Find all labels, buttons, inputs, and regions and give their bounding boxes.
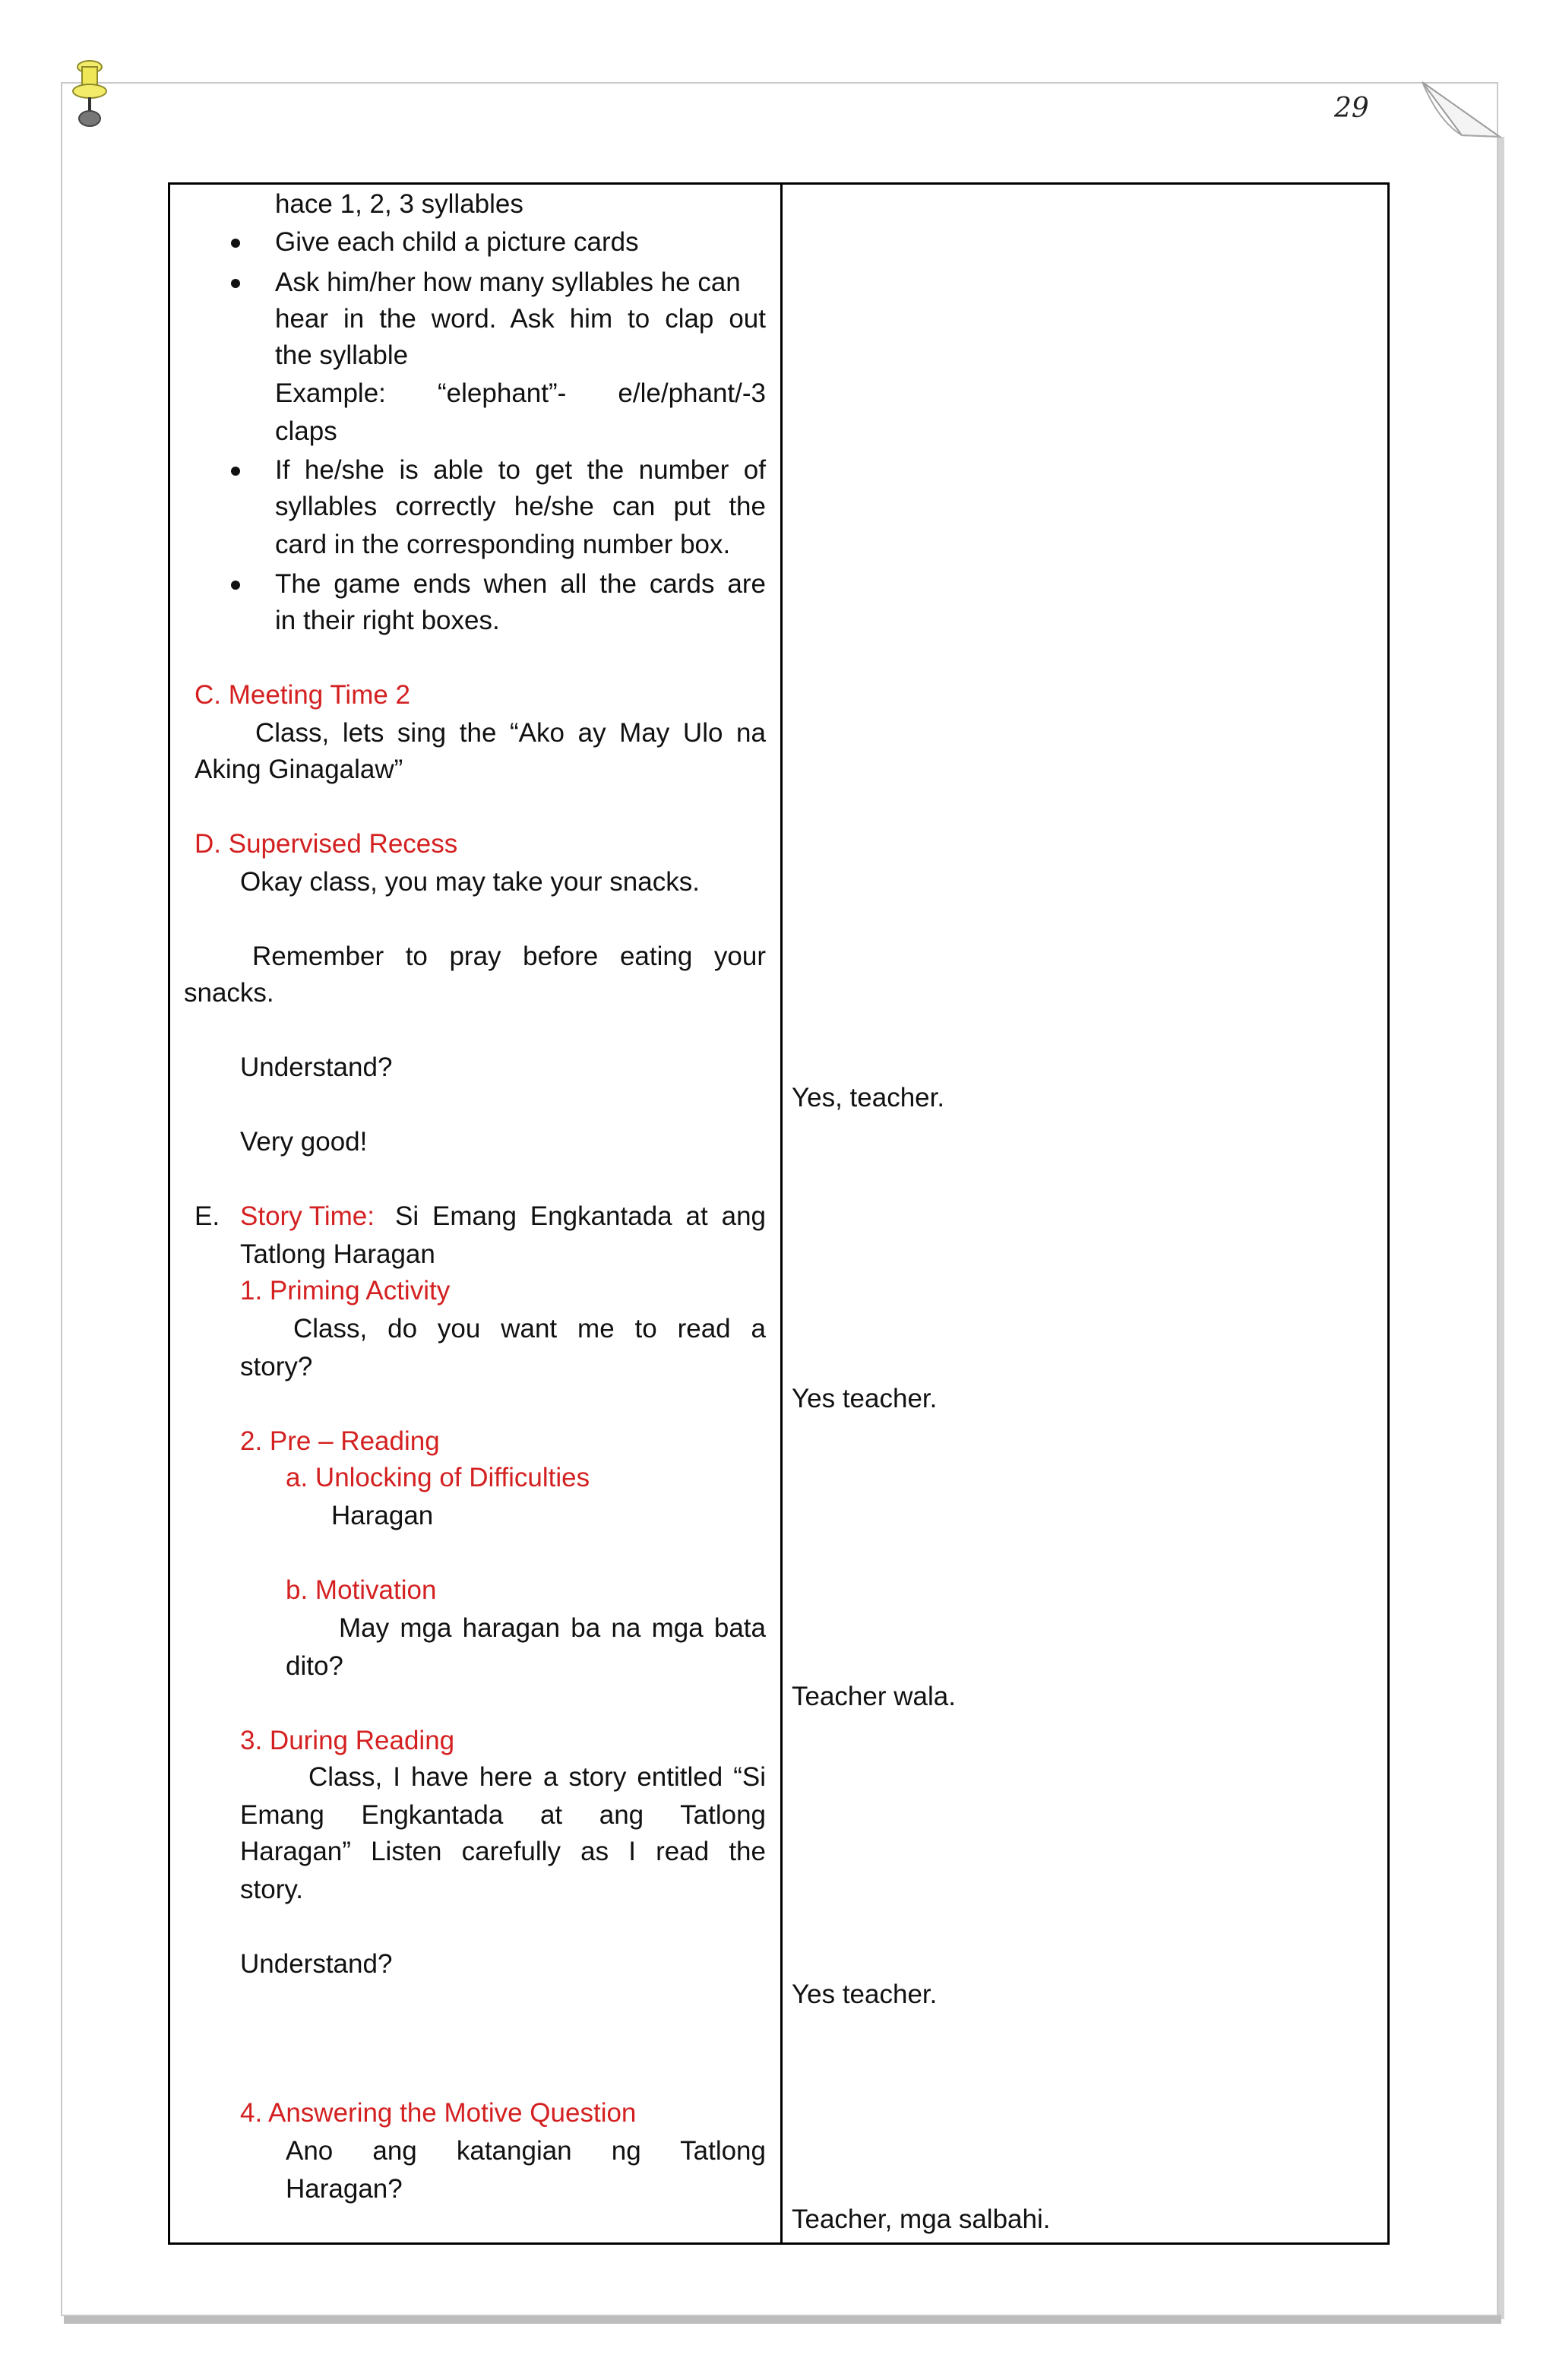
pupil-response: Yes, teacher.: [792, 1083, 945, 1112]
page-shadow-right: [1498, 137, 1504, 2319]
page-curl-icon: [1416, 76, 1507, 144]
story-title: Tatlong Haragan: [240, 1239, 435, 1269]
text-line: Very good!: [240, 1127, 368, 1157]
text-line: Haragan?: [286, 2174, 403, 2204]
text-line: Remember to pray before eating your: [252, 942, 766, 971]
story-title: Si Emang Engkantada at ang: [395, 1201, 766, 1231]
text-line: syllables correctly he/she can put the: [275, 492, 766, 521]
text-line: Okay class, you may take your snacks.: [240, 867, 700, 897]
section-letter: E.: [194, 1201, 220, 1231]
text-line: story?: [240, 1352, 313, 1381]
subsection-heading: 2. Pre – Reading: [240, 1426, 440, 1456]
text-line: May mga haragan ba na mga bata: [339, 1613, 766, 1643]
bullet-item: Ask him/her how many syllables he can: [275, 267, 741, 297]
pushpin-icon: [65, 58, 114, 134]
pupil-response: Yes teacher.: [792, 1980, 938, 2009]
bullet-icon: [231, 279, 240, 288]
text-line: hace 1, 2, 3 syllables: [275, 189, 523, 219]
text-line: Understand?: [240, 1052, 393, 1082]
subsection-heading: b. Motivation: [286, 1575, 437, 1605]
pupil-response: Teacher, mga salbahi.: [792, 2204, 1051, 2234]
text-line: dito?: [286, 1651, 343, 1681]
text-line: Understand?: [240, 1949, 393, 1979]
text-line: in their right boxes.: [275, 606, 500, 635]
text-line: Ano ang katangian ng Tatlong: [286, 2136, 766, 2166]
bullet-item: The game ends when all the cards are: [275, 569, 766, 599]
section-heading: D. Supervised Recess: [194, 829, 458, 859]
text-line: card in the corresponding number box.: [275, 530, 731, 559]
section-heading: C. Meeting Time 2: [194, 680, 410, 710]
text-line: Class, do you want me to read a: [293, 1314, 766, 1343]
pupil-response: Yes teacher.: [792, 1384, 938, 1413]
page-number: 29: [1334, 93, 1369, 124]
subsection-heading: a. Unlocking of Difficulties: [286, 1463, 590, 1492]
text-line: Haragan: [331, 1501, 434, 1530]
text-line: Class, I have here a story entitled “Si: [308, 1762, 766, 1792]
text-line: Emang Engkantada at ang Tatlong: [240, 1800, 766, 1830]
text-line: the syllable: [275, 340, 409, 370]
bullet-item: Give each child a picture cards: [275, 227, 639, 257]
pupil-response: Teacher wala.: [792, 1682, 956, 1711]
text-line: Class, lets sing the “Ako ay May Ulo na: [255, 718, 766, 748]
subsection-heading: 3. During Reading: [240, 1726, 455, 1755]
subsection-heading: 4. Answering the Motive Question: [240, 2098, 637, 2128]
bullet-icon: [231, 467, 240, 476]
text-line: Haragan” Listen carefully as I read the: [240, 1837, 766, 1866]
text-line: story.: [240, 1875, 303, 1904]
text-line: claps: [275, 416, 337, 446]
bullet-item: If he/she is able to get the number of: [275, 455, 766, 485]
text-line: snacks.: [184, 978, 274, 1008]
bullet-icon: [231, 239, 240, 248]
subsection-heading: 1. Priming Activity: [240, 1276, 451, 1306]
text-line: Aking Ginagalaw”: [194, 755, 403, 784]
column-divider: [780, 185, 783, 2242]
text-line: hear in the word. Ask him to clap out: [275, 304, 766, 334]
bullet-icon: [231, 581, 240, 590]
example-line: Example: “elephant”- e/le/phant/-3: [275, 378, 766, 408]
section-heading: Story Time:: [240, 1201, 375, 1231]
